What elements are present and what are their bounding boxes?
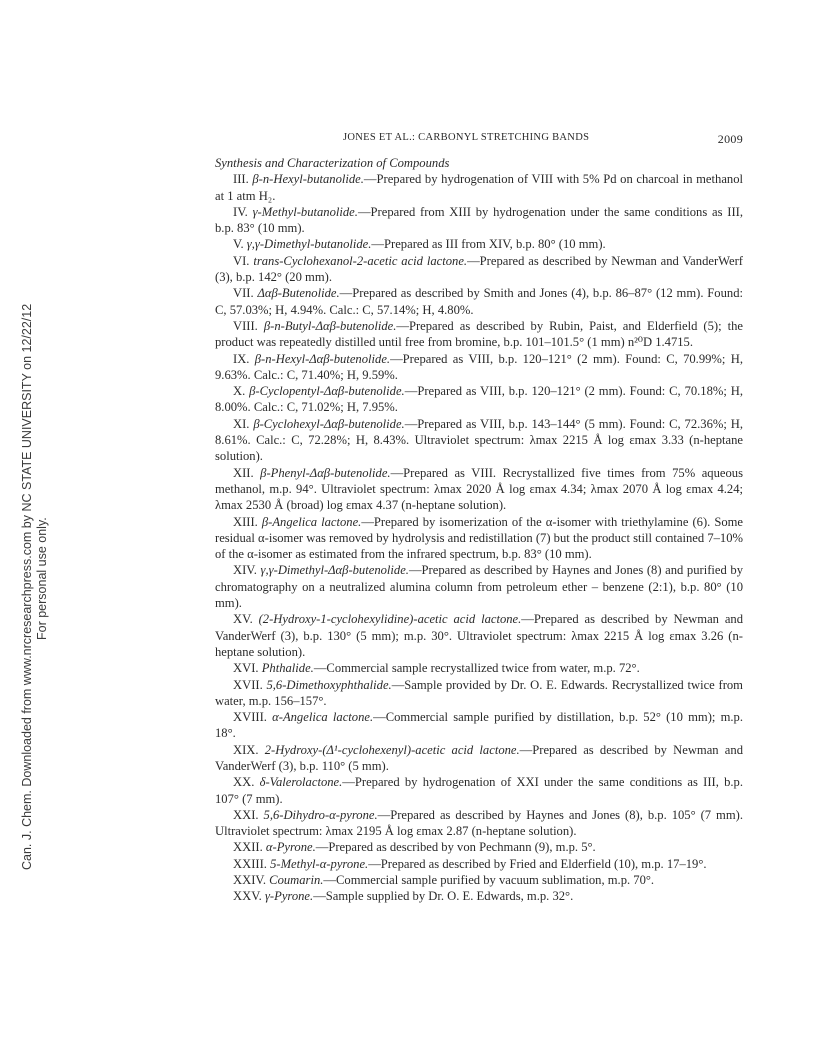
compound-description: —Prepared as described by von Pechmann (9), m.p. 5°. <box>315 840 596 855</box>
compound-description: —Prepared from XIII by hydrogenation under the same conditions as III, b.p. 83° (10 mm). <box>215 204 743 236</box>
compound-entry <box>215 236 743 252</box>
compound-description: —Sample supplied by Dr. O. E. Edwards, m.p. 32°. <box>313 889 574 904</box>
compound-number: XV. <box>233 612 253 627</box>
compound-number: VII. <box>233 286 254 301</box>
compound-name: Coumarin. <box>269 873 324 888</box>
compound-number: XX. <box>233 775 255 790</box>
compound-entry <box>215 253 743 286</box>
compound-number: X. <box>233 384 246 399</box>
compound-entry <box>215 677 743 710</box>
compound-description: —Prepared by hydrogenation of XXI under the same conditions as III, b.p. 107° (7 mm). <box>215 775 743 806</box>
compound-name: β-Angelica lactone. <box>261 514 362 529</box>
compound-name: γ,γ-Dimethyl-butanolide. <box>246 237 372 252</box>
compound-entry <box>215 807 743 840</box>
compound-description: —Sample provided by Dr. O. E. Edwards. Recrystallized twice from water, m.p. 156–157°. <box>215 677 743 708</box>
compound-number: XVIII. <box>233 710 267 725</box>
compound-name: γ-Methyl-butanolide. <box>252 204 358 219</box>
compound-number: XXI. <box>233 807 259 822</box>
section-heading: Synthesis and Characterization of Compounds <box>215 156 450 170</box>
compound-name: (2-Hydroxy-1-cyclohexylidine)-acetic acid lactone. <box>258 612 522 627</box>
compound-entry <box>215 888 743 904</box>
compound-name: 5,6-Dimethoxyphthalide. <box>266 677 392 692</box>
compound-entry <box>215 465 743 514</box>
running-title: JONES ET AL.: CARBONYL STRETCHING BANDS <box>343 132 590 143</box>
compound-number: XIII. <box>233 514 258 529</box>
compound-number: XXII. <box>233 840 263 855</box>
compound-entry <box>215 285 743 318</box>
compound-name: β-Cyclohexyl-Δαβ-butenolide. <box>253 416 405 431</box>
compound-description: —Prepared as described by Rubin, Paist, and Elderfield (5); the product was repeatedly distilled until free from bromine, b.p. 101–101.5° (1 mm) n²⁰D 1.4715. <box>215 318 743 350</box>
compound-description: —Prepared as VIII, b.p. 120–121° (2 mm). Found: C, 70.18%; H, 8.00%. Calc.: C, 71.02%; H, 7.95%. <box>215 384 743 415</box>
compound-description: —Prepared as described by Newman and VanderWerf (3), b.p. 142° (20 mm). <box>215 253 743 285</box>
compound-entry <box>215 742 743 775</box>
compound-description: —Commercial sample recrystallized twice from water, m.p. 72°. <box>313 661 640 676</box>
compound-entry <box>215 872 743 888</box>
compound-entry <box>215 514 743 563</box>
compound-number: IX. <box>233 351 250 366</box>
compound-number: XVI. <box>233 661 259 676</box>
download-watermark <box>0 150 49 870</box>
compound-entry <box>215 856 743 872</box>
compound-description: —Prepared as VIII, b.p. 120–121° (2 mm). Found: C, 70.99%; H, 9.63%. Calc.: C, 71.40%; H, 9.59%. <box>215 351 743 382</box>
compound-description: —Prepared as described by Newman and VanderWerf (3), b.p. 130° (5 mm); m.p. 30°. Ultraviolet spectrum: λmax 2215 Å log εmax 3.26 (n-heptane solution). <box>215 612 744 659</box>
compound-number: III. <box>233 172 249 187</box>
compound-name: 5,6-Dihydro-α-pyrone. <box>263 807 378 822</box>
compound-entry <box>215 611 743 660</box>
compound-entry <box>215 562 743 611</box>
compound-entry <box>215 383 743 416</box>
compound-name: α-Angelica lactone. <box>272 710 374 725</box>
compound-number: XIV. <box>233 563 257 578</box>
compound-name: 2-Hydroxy-(Δ¹-cyclohexenyl)-acetic acid lactone. <box>264 742 520 757</box>
compound-number: XVII. <box>233 677 263 692</box>
compound-number: XXIII. <box>233 856 267 871</box>
compound-description: —Prepared by hydrogenation of VIII with 5% Pd on charcoal in methanol at 1 atm H₂. <box>215 172 744 203</box>
compound-description: —Prepared as III from XIV, b.p. 80° (10 mm). <box>371 237 606 252</box>
compound-name: Phthalide. <box>261 661 314 676</box>
compound-number: XII. <box>233 465 254 480</box>
compound-entry <box>215 709 743 742</box>
compound-name: Δαβ-Butenolide. <box>257 286 340 301</box>
compound-description: —Prepared as described by Newman and VanderWerf (3), b.p. 110° (5 mm). <box>215 742 743 773</box>
compound-number: V. <box>233 237 244 252</box>
compound-description: —Prepared as VIII. Recrystallized five times from 75% aqueous methanol, m.p. 94°. Ultraviolet spectrum: λmax 2020 Å log εmax 4.34; λmax 2070 Å log εmax 4.24; λmax 2530 Å (broad) log εmax 4.37 (n-heptane solution). <box>215 465 743 513</box>
compound-description: —Commercial sample purified by distillation, b.p. 52° (10 mm); m.p. 18°. <box>215 710 743 741</box>
watermark-line-2: For personal use only. <box>35 517 49 640</box>
compound-number: XIX. <box>233 742 259 757</box>
compound-number: XXIV. <box>233 873 267 888</box>
compound-description: —Commercial sample purified by vacuum sublimation, m.p. 70°. <box>323 873 655 888</box>
compound-name: β-n-Butyl-Δαβ-butenolide. <box>263 318 397 333</box>
compound-name: δ-Valerolactone. <box>259 775 343 790</box>
compound-list <box>215 171 743 904</box>
compound-entry <box>215 416 743 465</box>
page-number: 2009 <box>717 132 743 146</box>
compound-number: IV. <box>233 204 248 219</box>
compound-description: —Prepared as described by Haynes and Jones (8) and purified by chromatography on a neutralized alumina column from petroleum ether – benzene (2:1), b.p. 80° (10 mm). <box>215 563 744 611</box>
compound-number: VI. <box>233 253 250 268</box>
compound-entry <box>215 204 743 237</box>
compound-name: γ,γ-Dimethyl-Δαβ-butenolide. <box>260 563 409 578</box>
compound-name: γ-Pyrone. <box>264 889 314 904</box>
compound-number: VIII. <box>233 318 258 333</box>
compound-entry <box>215 839 743 855</box>
watermark-line-1: Can. J. Chem. Downloaded from www.nrcresearchpress.com by NC STATE UNIVERSITY on 12/22/12 <box>20 303 34 870</box>
compound-name: β-n-Hexyl-Δαβ-butenolide. <box>254 351 391 366</box>
compound-description: —Prepared as described by Smith and Jones (4), b.p. 86–87° (12 mm). Found: C, 57.03%; H, 4.94%. Calc.: C, 57.14%; H, 4.80%. <box>215 286 743 317</box>
compound-entry <box>215 351 743 384</box>
compound-description: —Prepared as described by Fried and Elderfield (10), m.p. 17–19°. <box>368 856 707 871</box>
article-body <box>215 155 743 905</box>
compound-name: β-Phenyl-Δαβ-butenolide. <box>260 465 391 480</box>
compound-name: trans-Cyclohexanol-2-acetic acid lactone. <box>253 253 468 268</box>
compound-entry <box>215 171 743 204</box>
compound-entry <box>215 774 743 807</box>
compound-description: —Prepared as VIII, b.p. 143–144° (5 mm). Found: C, 72.36%; H, 8.61%. Calc.: C, 72.28%; H, 8.43%. Ultraviolet spectrum: λmax 2215 Å log εmax 3.33 (n-heptane solution). <box>215 416 743 464</box>
compound-name: 5-Methyl-α-pyrone. <box>270 856 369 871</box>
compound-number: XI. <box>233 416 250 431</box>
compound-name: α-Pyrone. <box>265 840 316 855</box>
compound-description: —Prepared as described by Haynes and Jones (8), b.p. 105° (7 mm). Ultraviolet spectrum: λmax 2195 Å log εmax 2.87 (n-heptane solution). <box>215 807 743 839</box>
compound-entry <box>215 660 743 676</box>
compound-name: β-Cyclopentyl-Δαβ-butenolide. <box>249 384 405 399</box>
compound-number: XXV. <box>233 889 262 904</box>
compound-description: —Prepared by isomerization of the α-isomer with triethylamine (6). Some residual α-isomer was removed by hydrolysis and redistillation (7) but the product still contained 7–10% of the α-isomer as estimated from the infrared spectrum, b.p. 83° (10 mm). <box>215 514 743 562</box>
compound-name: β-n-Hexyl-butanolide. <box>252 172 364 187</box>
compound-entry <box>215 318 743 351</box>
